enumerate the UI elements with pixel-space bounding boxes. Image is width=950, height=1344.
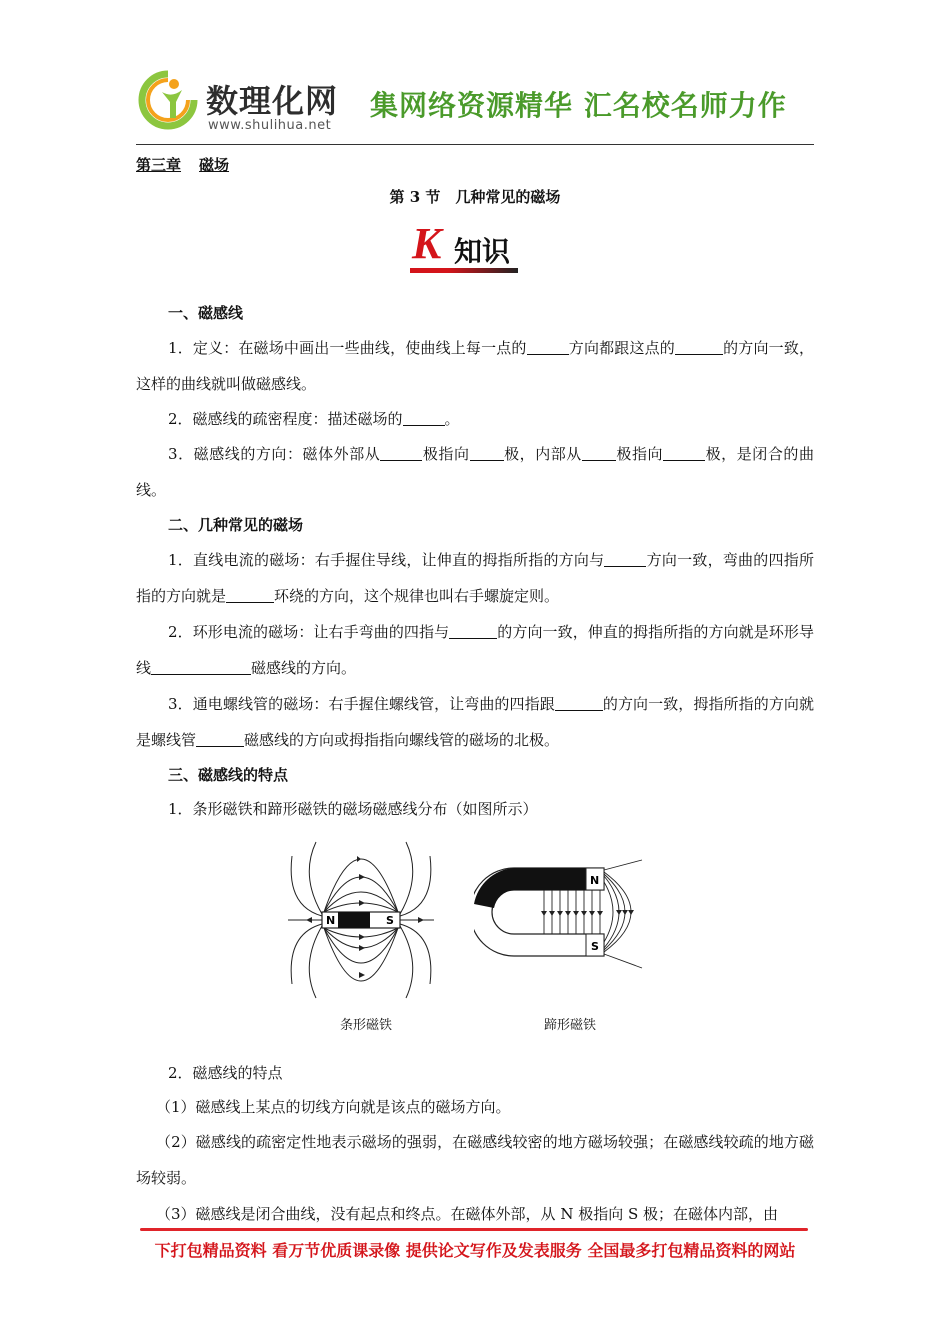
fill-blank[interactable] (663, 444, 705, 461)
chapter-number: 第三章 (136, 156, 182, 174)
chapter-line (136, 154, 247, 175)
feature-item-1: （1）磁感线上某点的切线方向就是该点的磁场方向。 (156, 1098, 511, 1116)
heading-common-fields: 二、几种常见的磁场 (168, 516, 304, 534)
fill-blank[interactable] (675, 338, 723, 355)
header-slogan: 集网络资源精华 汇名校名师力作 (370, 89, 787, 122)
paragraph-straight-current: 1．直线电流的磁场：右手握住导线，让伸直的拇指所指的方向与 方向一致，弯曲的四指所指的方向就是 环绕的方向，这个规律也叫右手螺旋定则。 (136, 551, 814, 605)
bar-magnet-diagram (286, 836, 436, 1004)
feature-item-3: （3）磁感线是闭合曲线，没有起点和终点。在磁体外部，从 N 极指向 S 极；在磁体内部，由 (156, 1205, 779, 1223)
paragraph-solenoid: 3．通电螺线管的磁场：右手握住螺线管，让弯曲的四指跟 的方向一致，拇指所指的方向就是螺线管 磁感线的方向或拇指指向螺线管的磁场的北极。 (136, 695, 814, 749)
footer-divider (140, 1228, 808, 1231)
horseshoe-magnet-caption: 蹄形磁铁 (544, 1018, 597, 1033)
paragraph-features-title: 2．磁感线的特点 (168, 1064, 283, 1082)
horseshoe-s-label: S (591, 940, 599, 953)
paragraph-direction: 3．磁感线的方向：磁体外部从 极指向 极，内部从 极指向 极，是闭合的曲线。 (136, 445, 814, 499)
fill-blank[interactable] (582, 444, 616, 461)
fill-blank[interactable] (555, 694, 603, 711)
knowledge-underline (410, 268, 518, 273)
bar-magnet-s-label: S (386, 914, 394, 927)
fill-blank[interactable] (470, 444, 504, 461)
heading-magnetic-lines: 一、磁感线 (168, 304, 244, 322)
header-divider (136, 144, 814, 145)
fill-blank[interactable] (196, 730, 244, 747)
fill-blank[interactable] (527, 338, 569, 355)
feature-item-2: （2）磁感线的疏密定性地表示磁场的强弱，在磁感线较密的地方磁场较强；在磁感线较疏的地方磁场较弱。 (136, 1133, 814, 1187)
knowledge-banner (408, 218, 528, 276)
logo-icon (136, 68, 200, 132)
fill-blank[interactable] (449, 622, 497, 639)
fill-blank[interactable] (226, 586, 274, 603)
section-title: 第 3 节 几种常见的磁场 (389, 188, 561, 206)
brand-url: www.shulihua.net (208, 118, 332, 133)
paragraph-density: 2．磁感线的疏密程度：描述磁场的 。 (168, 410, 460, 428)
paragraph-definition: 1．定义：在磁场中画出一些曲线，使曲线上每一点的 方向都跟这点的 的方向一致，这样的曲线就叫做磁感线。 (136, 339, 814, 393)
bar-magnet-n-label: N (326, 914, 336, 927)
document-body (136, 296, 814, 1232)
fill-blank[interactable] (380, 444, 422, 461)
footer-banner: 下打包精品资料 看万节优质课录像 提供论文写作及发表服务 全国最多打包精品资料的网站 (154, 1241, 796, 1260)
knowledge-letter: K (412, 219, 442, 268)
magnet-figure (136, 832, 814, 1054)
bar-magnet-caption: 条形磁铁 (340, 1018, 393, 1033)
heading-line-features: 三、磁感线的特点 (168, 766, 289, 784)
paragraph-ring-current: 2．环形电流的磁场：让右手弯曲的四指与 的方向一致，伸直的拇指所指的方向就是环形导线 磁感线的方向。 (136, 623, 814, 677)
fill-blank[interactable] (604, 550, 646, 567)
fill-blank[interactable] (151, 658, 251, 675)
knowledge-label: 知识 (454, 235, 511, 268)
horseshoe-n-label: N (590, 874, 600, 887)
chapter-title: 磁场 (199, 156, 230, 174)
fill-blank[interactable] (403, 409, 445, 426)
horseshoe-magnet-diagram (474, 856, 664, 986)
brand-name: 数理化网 (206, 82, 339, 120)
paragraph-figure-intro: 1．条形磁铁和蹄形磁铁的磁场磁感线分布（如图所示） (168, 800, 538, 818)
site-header (136, 62, 814, 144)
